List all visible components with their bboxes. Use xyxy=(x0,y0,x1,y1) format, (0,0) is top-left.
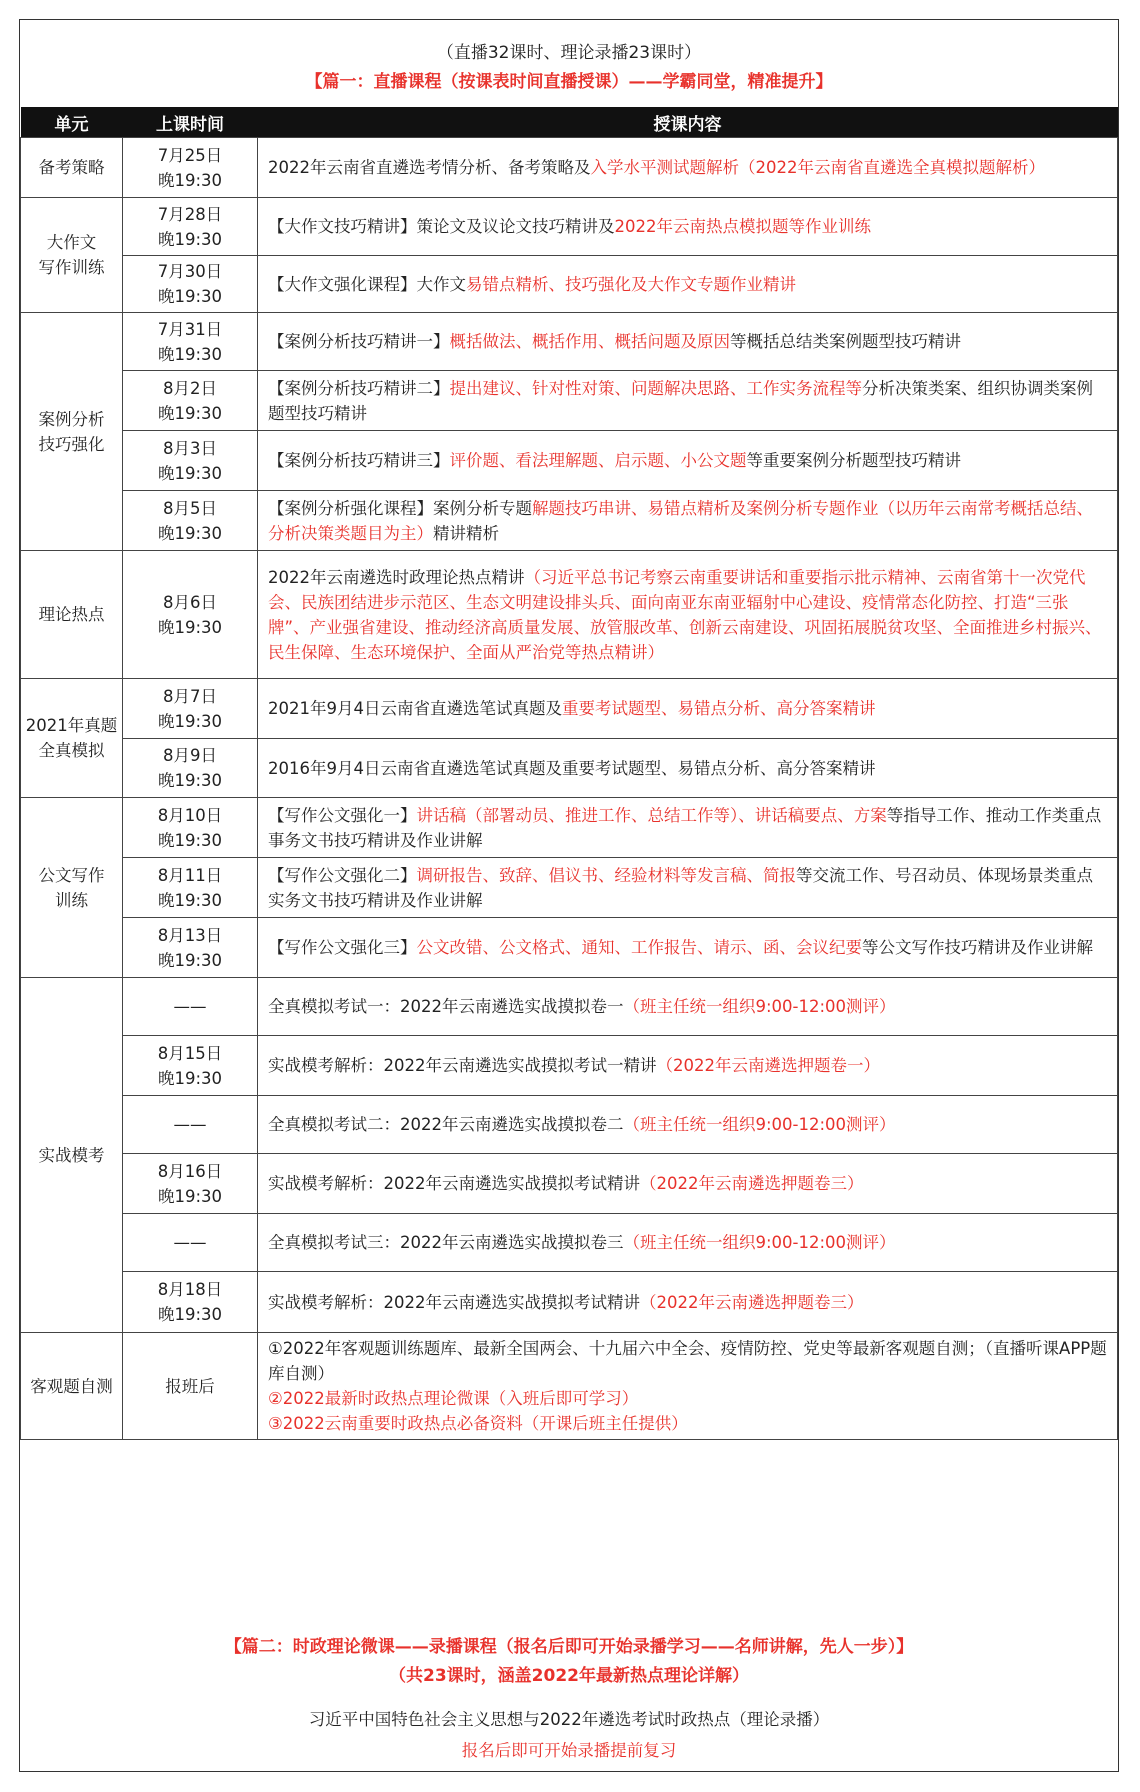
time-cell xyxy=(123,256,258,313)
time-cell xyxy=(123,1096,258,1154)
table-row xyxy=(21,978,1118,1036)
table-row xyxy=(21,138,1118,198)
clock-time-text: 晚19:30 xyxy=(157,403,223,423)
date-text: 8月5日 xyxy=(163,498,217,518)
header-hours: （直播32课时、理论录播23课时） xyxy=(436,43,702,63)
highlight-text: （2022年云南遴选押题卷三） xyxy=(640,1292,864,1312)
date-text: 8月9日 xyxy=(163,746,217,765)
time-cell xyxy=(123,679,258,739)
highlight-text: 公文改错、公文格式、通知、工作报告、请示、函、会议纪要 xyxy=(416,938,862,957)
clock-time-text: 晚19:30 xyxy=(157,287,223,306)
content-cell xyxy=(258,551,1118,679)
time-cell xyxy=(123,1154,258,1214)
unit-cell: 大作文 写作训练 xyxy=(21,198,123,313)
time-cell xyxy=(123,431,258,491)
time-cell xyxy=(123,1214,258,1272)
table-row xyxy=(21,1154,1118,1214)
clock-time-text: 晚19:30 xyxy=(157,890,223,910)
highlight-text: 调研报告、致辞、倡议书、经验材料等发言稿、简报 xyxy=(416,865,796,885)
highlight-text: （班主任统一组织9:00-12:00测评） xyxy=(623,1233,896,1252)
time-cell xyxy=(123,978,258,1036)
date-text: 8月15日 xyxy=(157,1043,223,1063)
unit-cell: 2021年真题 全真模拟 xyxy=(21,679,123,798)
table-row xyxy=(21,198,1118,256)
content-text: 【写作公文强化二】 xyxy=(268,865,417,885)
date-text: 7月25日 xyxy=(157,145,223,165)
content-cell xyxy=(258,256,1118,313)
unit-cell: 备考策略 xyxy=(21,138,123,198)
unit-cell: 案例分析 技巧强化 xyxy=(21,313,123,551)
table-row xyxy=(21,313,1118,371)
time-cell xyxy=(123,551,258,679)
table-row xyxy=(21,491,1118,551)
table-body xyxy=(21,138,1118,1440)
content-cell xyxy=(258,679,1118,739)
table-row xyxy=(21,1036,1118,1096)
content-cell xyxy=(258,1272,1118,1333)
time-cell xyxy=(123,198,258,256)
highlight-text: 2022年云南热点模拟题等作业训练 xyxy=(614,217,871,236)
content-text: 2022年云南遴选时政理论热点精讲 xyxy=(268,567,525,587)
content-text: 分析决策类案、组织协调类案例题型技巧精讲 xyxy=(268,378,1093,423)
content-text: 实战模考解析：2022年云南遴选实战摸拟考试一精讲 xyxy=(268,1056,657,1075)
content-text: 2022年云南省直遴选考情分析、备考策略及 xyxy=(268,158,591,177)
content-text: 【案例分析技巧精讲二】 xyxy=(268,378,450,398)
date-text: 报班后 xyxy=(165,1376,215,1396)
table-row xyxy=(21,1272,1118,1333)
column-header-unit: 单元 xyxy=(21,107,123,138)
clock-time-text: 晚19:30 xyxy=(157,344,223,364)
content-text: 全真模拟考试二：2022年云南遴选实战摸拟卷二 xyxy=(268,1115,624,1134)
part-two-description: 习近平中国特色社会主义思想与2022年遴选考试时政热点（理论录播） xyxy=(308,1710,830,1729)
highlight-text: （2022年云南遴选押题卷三） xyxy=(640,1174,864,1193)
table-row xyxy=(21,918,1118,978)
date-text: 8月10日 xyxy=(157,805,223,825)
part-two-note: 报名后即可开始录播提前复习 xyxy=(461,1741,677,1760)
content-cell xyxy=(258,1036,1118,1096)
highlight-text: 提出建议、针对性对策、问题解决思路、工作实务流程等 xyxy=(449,378,862,398)
content-cell xyxy=(258,138,1118,198)
time-cell xyxy=(123,491,258,551)
clock-time-text: 晚19:30 xyxy=(157,830,223,850)
content-text: 【大作文技巧精讲】策论文及议论文技巧精讲及 xyxy=(268,217,615,236)
table-header-row xyxy=(21,107,1118,138)
content-cell xyxy=(258,371,1118,431)
date-text: 8月11日 xyxy=(157,865,223,885)
content-cell xyxy=(258,858,1118,918)
unit-cell: 公文写作 训练 xyxy=(21,798,123,978)
time-cell xyxy=(123,1036,258,1096)
content-text: 全真模拟考试三：2022年云南遴选实战摸拟卷三 xyxy=(268,1233,624,1252)
content-text: 等公文写作技巧精讲及作业讲解 xyxy=(862,938,1093,957)
content-text: 等指导工作、推动工作类重点事务文书技巧精讲及作业讲解 xyxy=(268,805,1102,850)
clock-time-text: 晚19:30 xyxy=(157,170,223,190)
clock-time-text: 晚19:30 xyxy=(157,617,223,637)
content-cell xyxy=(258,431,1118,491)
content-text: 实战模考解析：2022年云南遴选实战摸拟考试精讲 xyxy=(268,1174,640,1193)
content-cell xyxy=(258,313,1118,371)
content-cell xyxy=(258,1096,1118,1154)
content-text: 【大作文强化课程】大作文 xyxy=(268,274,466,294)
highlight-text: （班主任统一组织9:00-12:00测评） xyxy=(623,997,896,1016)
clock-time-text: 晚19:30 xyxy=(157,229,223,249)
highlight-text: 讲话稿（部署动员、推进工作、总结工作等）、讲话稿要点、方案 xyxy=(416,805,887,825)
time-cell xyxy=(123,1272,258,1333)
table-row xyxy=(21,371,1118,431)
content-text: 等重要案例分析题型技巧精讲 xyxy=(746,451,961,470)
date-text: 7月30日 xyxy=(157,262,223,281)
content-cell xyxy=(258,198,1118,256)
time-cell xyxy=(123,798,258,858)
table-row xyxy=(21,1214,1118,1272)
highlight-text: 解题技巧串讲、易错点精析及案例分析专题作业（以历年云南常考概括总结、分析决策类题目为主） xyxy=(268,498,1093,543)
content-cell xyxy=(258,918,1118,978)
time-cell xyxy=(123,858,258,918)
highlight-text: 重要考试题型、易错点分析、高分答案精讲 xyxy=(562,699,876,718)
date-text: 8月2日 xyxy=(163,378,217,398)
table-row xyxy=(21,679,1118,739)
part-two-subtitle: （共23课时，涵盖2022年最新热点理论详解） xyxy=(389,1666,749,1686)
table-row xyxy=(21,739,1118,798)
table-row xyxy=(21,1096,1118,1154)
schedule-table xyxy=(20,107,1118,1440)
date-text: 8月6日 xyxy=(163,592,217,612)
clock-time-text: 晚19:30 xyxy=(157,1305,223,1324)
content-text: 【案例分析技巧精讲三】 xyxy=(268,451,450,470)
time-cell xyxy=(123,313,258,371)
content-cell xyxy=(258,491,1118,551)
content-cell xyxy=(258,978,1118,1036)
column-header-content: 授课内容 xyxy=(258,107,1118,138)
time-cell xyxy=(123,1333,258,1440)
highlight-text: 易错点精析、技巧强化及大作文专题作业精讲 xyxy=(466,274,796,294)
highlight-text: ②2022最新时政热点理论微课（入班后即可学习） xyxy=(268,1389,639,1408)
unit-cell: 理论热点 xyxy=(21,551,123,679)
date-text: —— xyxy=(173,1115,207,1134)
content-text: 精讲精析 xyxy=(433,523,499,543)
content-text: ①2022年客观题训练题库、最新全国两会、十九届六中全会、疫情防控、党史等最新客观题自测；（直播听课APP题库自测） xyxy=(268,1339,1107,1383)
time-cell xyxy=(123,739,258,798)
clock-time-text: 晚19:30 xyxy=(157,463,223,483)
content-text: 2016年9月4日云南省直遴选笔试真题及重要考试题型、易错点分析、高分答案精讲 xyxy=(268,758,876,778)
content-cell xyxy=(258,739,1118,798)
table-row xyxy=(21,551,1118,679)
unit-cell: 实战模考 xyxy=(21,978,123,1333)
content-text: 【案例分析强化课程】案例分析专题 xyxy=(268,498,532,518)
table-row xyxy=(21,1333,1118,1440)
highlight-text: （2022年云南遴选押题卷一） xyxy=(656,1056,880,1075)
content-cell xyxy=(258,1214,1118,1272)
time-cell xyxy=(123,918,258,978)
table-row xyxy=(21,858,1118,918)
highlight-text: 入学水平测试题解析（2022年云南省直遴选全真模拟题解析） xyxy=(590,158,1045,177)
table-row xyxy=(21,431,1118,491)
unit-cell: 客观题自测 xyxy=(21,1333,123,1440)
content-text: 等交流工作、号召动员、体现场景类重点实务文书技巧精讲及作业讲解 xyxy=(268,865,1093,910)
highlight-text: （班主任统一组织9:00-12:00测评） xyxy=(623,1115,896,1134)
content-text: 实战模考解析：2022年云南遴选实战摸拟考试精讲 xyxy=(268,1292,640,1312)
content-text: 2021年9月4日云南省直遴选笔试真题及 xyxy=(268,699,562,718)
highlight-text: ③2022云南重要时政热点必备资料（开课后班主任提供） xyxy=(268,1414,688,1433)
date-text: 7月31日 xyxy=(157,319,223,339)
content-cell xyxy=(258,798,1118,858)
content-cell xyxy=(258,1154,1118,1214)
part-two-title: 【篇二：时政理论微课——录播课程（报名后即可开始录播学习——名师讲解，先人一步）】 xyxy=(224,1637,914,1657)
schedule-frame xyxy=(19,19,1119,1772)
clock-time-text: 晚19:30 xyxy=(157,711,223,731)
clock-time-text: 晚19:30 xyxy=(157,1186,223,1206)
time-cell xyxy=(123,138,258,198)
content-cell xyxy=(258,1333,1118,1440)
date-text: —— xyxy=(173,997,207,1016)
content-text: 【写作公文强化一】 xyxy=(268,805,417,825)
table-row xyxy=(21,256,1118,313)
time-cell xyxy=(123,371,258,431)
date-text: 7月28日 xyxy=(157,204,223,224)
date-text: 8月18日 xyxy=(157,1280,223,1299)
highlight-text: 评价题、看法理解题、启示题、小公文题 xyxy=(449,451,747,470)
clock-time-text: 晚19:30 xyxy=(157,1068,223,1088)
clock-time-text: 晚19:30 xyxy=(157,950,223,970)
header-part-one-title: 【篇一：直播课程（按课表时间直播授课）——学霸同堂，精准提升】 xyxy=(305,72,833,92)
date-text: 8月13日 xyxy=(157,925,223,945)
table-row xyxy=(21,798,1118,858)
content-text: 【案例分析技巧精讲一】 xyxy=(268,332,450,351)
date-text: 8月7日 xyxy=(163,686,217,706)
highlight-text: 概括做法、概括作用、概括问题及原因 xyxy=(449,332,730,351)
content-text: 等概括总结类案例题型技巧精讲 xyxy=(730,332,961,351)
content-text: 全真模拟考试一：2022年云南遴选实战摸拟卷一 xyxy=(268,997,624,1016)
clock-time-text: 晚19:30 xyxy=(157,771,223,790)
highlight-text: （习近平总书记考察云南重要讲话和重要指示批示精神、云南省第十一次党代会、民族团结进步示范区、生态文明建设排头兵、面向南亚东南亚辐射中心建设、疫情常态化防控、打造“三张牌”、产业强省建设、推动经济高质量发展、放管服改革、创新云南建设、巩固拓展脱贫攻坚、全面推进乡村振兴、民生保障、生态环境保护、全面从严治党等热点精讲） xyxy=(268,567,1102,662)
date-text: 8月3日 xyxy=(163,438,217,458)
date-text: —— xyxy=(173,1233,207,1252)
content-text: 【写作公文强化三】 xyxy=(268,938,417,957)
date-text: 8月16日 xyxy=(157,1161,223,1181)
column-header-time: 上课时间 xyxy=(123,107,258,138)
clock-time-text: 晚19:30 xyxy=(157,523,223,543)
